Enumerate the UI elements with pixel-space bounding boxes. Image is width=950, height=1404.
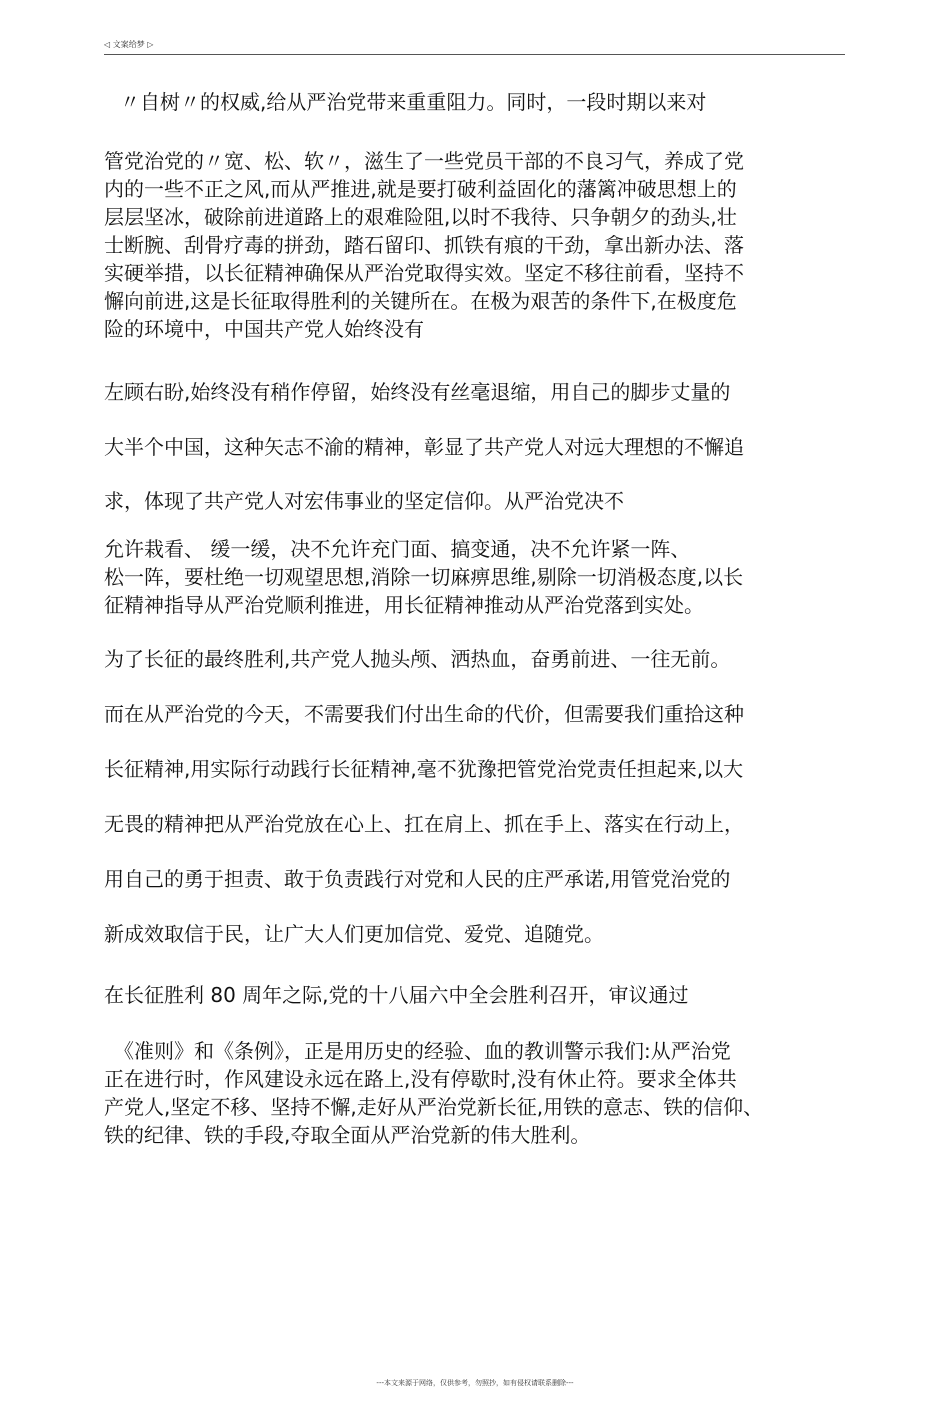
body-line: 在长征胜利 80 周年之际,党的十八届六中全会胜利召开，审议通过 — [104, 983, 689, 1007]
body-line: 而在从严治党的今天，不需要我们付出生命的代价，但需要我们重拾这种 — [104, 702, 744, 726]
body-line: 〃自树〃的权威,给从严治党带来重重阻力。同时，一段时期以来对 — [120, 90, 707, 114]
body-line: 长征精神,用实际行动践行长征精神,毫不犹豫把管党治党责任担起来,以大 — [104, 757, 744, 781]
body-line: 铁的纪律、铁的手段,夺取全面从严治党新的伟大胜利。 — [104, 1123, 591, 1147]
body-line: 用自己的勇于担责、敢于负责践行对党和人民的庄严承诺,用管党治党的 — [104, 867, 731, 891]
body-line: 新成效取信于民，让广大人们更加信党、爱党、追随党。 — [104, 922, 604, 946]
body-line: 实硬举措，以长征精神确保从严治党取得实效。坚定不移往前看，坚持不 — [104, 261, 744, 285]
page-footer: ---本文来源于网络，仅供参考，勿照抄，如有侵权请联系删除--- — [376, 1379, 574, 1387]
body-line: 懈向前进,这是长征取得胜利的关键所在。在极为艰苦的条件下,在极度危 — [104, 289, 737, 313]
body-line: 无畏的精神把从严治党放在心上、扛在肩上、抓在手上、落实在行动上， — [104, 812, 744, 836]
header-text: ◁ 文案给梦 ▷ — [104, 40, 154, 49]
body-line: 松一阵，要杜绝一切观望思想,消除一切麻痹思维,剔除一切消极态度,以长 — [104, 565, 744, 589]
body-line: 求，体现了共产党人对宏伟事业的坚定信仰。从严治党决不 — [104, 489, 624, 513]
page-header — [104, 38, 845, 55]
body-line: 士断腕、刮骨疗毒的拼劲，踏石留印、抓铁有痕的干劲，拿出新办法、落 — [104, 233, 744, 257]
body-line: 征精神指导从严治党顺利推进，用长征精神推动从严治党落到实处。 — [104, 593, 704, 617]
body-line: 为了长征的最终胜利,共产党人抛头颅、洒热血，奋勇前进、一往无前。 — [104, 647, 731, 671]
body-line: 内的一些不正之风,而从严推进,就是要打破利益固化的藩篱冲破思想上的 — [104, 177, 737, 201]
body-line: 险的环境中，中国共产党人始终没有 — [104, 317, 424, 341]
body-line: 《准则》和《条例》，正是用历史的经验、血的教训警示我们:从严治党 — [114, 1039, 731, 1063]
body-line: 层层坚冰，破除前进道路上的艰难险阻,以时不我待、只争朝夕的劲头,壮 — [104, 205, 737, 229]
body-line: 管党治党的〃宽、松、软〃，滋生了一些党员干部的不良习气，养成了党 — [104, 149, 744, 173]
body-line: 允许栽看、 缓一缓，决不允许充门面、搞变通，决不允许紧一阵、 — [104, 537, 691, 561]
body-line: 正在进行时，作风建设永远在路上,没有停歇时,没有休止符。要求全体共 — [104, 1067, 737, 1091]
body-line: 大半个中国，这种矢志不渝的精神，彰显了共产党人对远大理想的不懈追 — [104, 435, 744, 459]
body-line: 左顾右盼,始终没有稍作停留，始终没有丝毫退缩，用自己的脚步丈量的 — [104, 380, 731, 404]
body-line: 产党人,坚定不移、坚持不懈,走好从严治党新长征,用铁的意志、铁的信仰、 — [104, 1095, 764, 1119]
